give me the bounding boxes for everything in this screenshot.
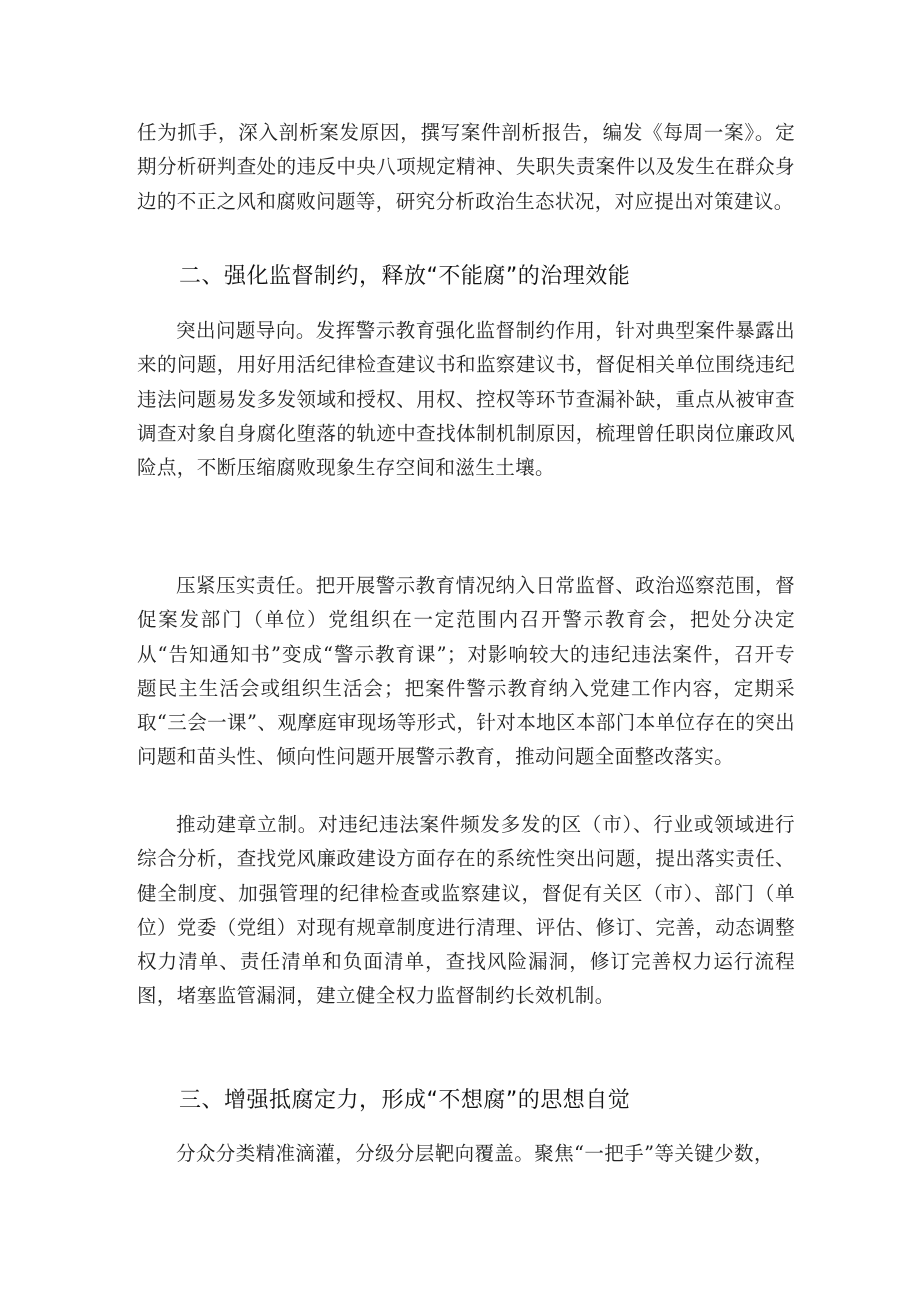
paragraph-targeted-education: 分众分类精准滴灌，分级分层靶向覆盖。聚焦“一把手”等关键少数，: [176, 1142, 774, 1165]
paragraph-rule-building: 推动建章立制。对违纪违法案件频发多发的区（市）、行业或领域进行综合分析，查找党风廉政建设方面存在的系统性突出问题，提出落实责任、健全制度、加强管理的纪律检查或监察建议，督促有关区（市）、部门（单位）党委（党组）对现有规章制度进行清理、评估、修订、完善，动态调整权力清单、责任清单和负面清单，查找风险漏洞，修订完善权力运行流程图，堵塞监管漏洞，建立健全权力监督制约长效机制。: [137, 813, 795, 1008]
continued-paragraph: 任为抓手，深入剖析案发原因，撰写案件剖析报告，编发《每周一案》。定期分析研判查处的违反中央八项规定精神、失职失责案件以及发生在群众身边的不正之风和腐败问题等，研究分析政治生态状况，对应提出对策建议。: [137, 121, 795, 213]
paragraph-responsibility: 压紧压实责任。把开展警示教育情况纳入日常监督、政治巡察范围，督促案发部门（单位）党组织在一定范围内召开警示教育会，把处分决定从“告知通知书”变成“警示教育课”；对影响较大的违纪违法案件，召开专题民主生活会或组织生活会；把案件警示教育纳入党建工作内容，定期采取“三会一课”、观摩庭审现场等形式，针对本地区本部门本单位存在的突出问题和苗头性、倾向性问题开展警示教育，推动问题全面整改落实。: [137, 574, 795, 769]
paragraph-problem-orientation: 突出问题导向。发挥警示教育强化监督制约作用，针对典型案件暴露出来的问题，用好用活纪律检查建议书和监察建议书，督促相关单位围绕违纪违法问题易发多发领域和授权、用权、控权等环节查漏补缺，重点从被审查调查对象自身腐化堕落的轨迹中查找体制机制原因，梳理曾任职岗位廉政风险点，不断压缩腐败现象生存空间和滋生土壤。: [137, 319, 795, 480]
section-heading-3: 三、增强抵腐定力，形成“不想腐”的思想自觉: [179, 1088, 631, 1113]
section-heading-2: 二、强化监督制约，释放“不能腐”的治理效能: [179, 264, 631, 289]
